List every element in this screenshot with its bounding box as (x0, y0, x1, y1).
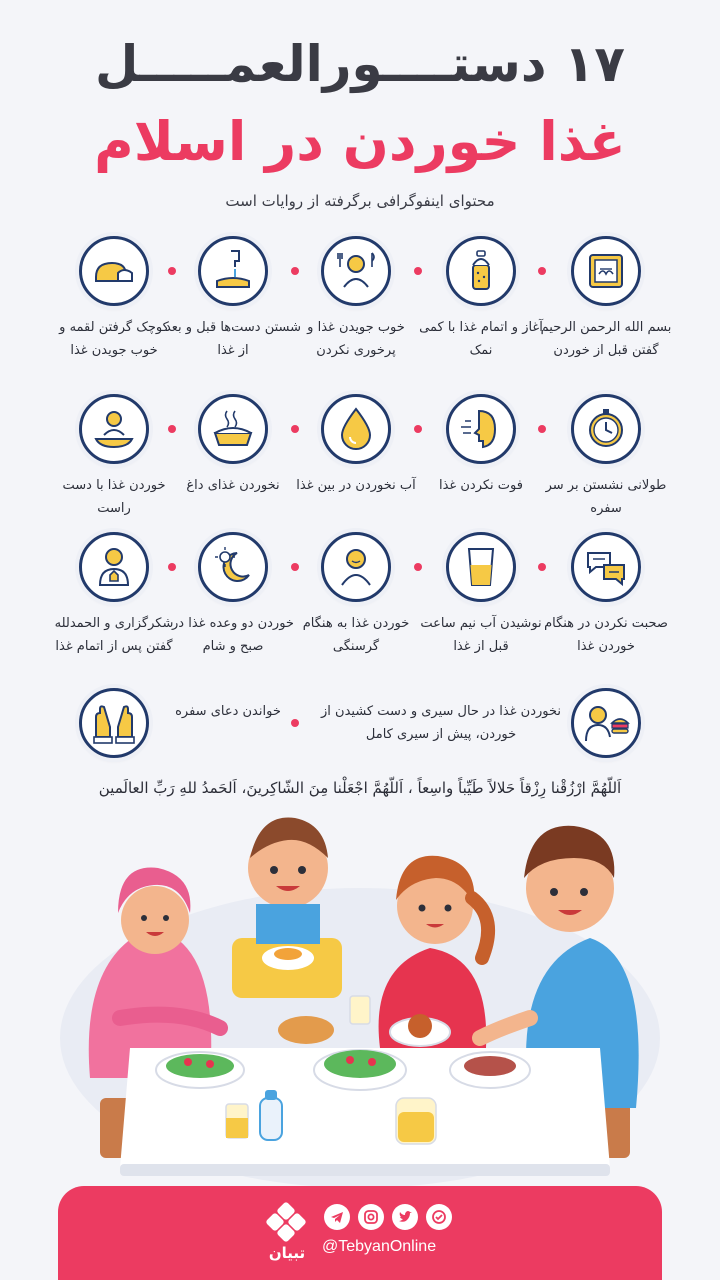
tebyan-logo-icon (264, 1200, 308, 1244)
rule-text: نخوردن غذای داغ (186, 478, 280, 493)
separator-dot (538, 563, 546, 571)
title-line-2: غذا خوردن در اسلام (94, 110, 626, 173)
rule-text: نوشیدن آب نیم ساعت قبل از غذا (420, 616, 542, 654)
salt-shaker-icon (446, 236, 516, 306)
hot-pie-icon (198, 394, 268, 464)
speech-bubbles-icon (571, 532, 641, 602)
rule-text: خوب جویدن غذا و پرخوری نکردن (307, 320, 405, 358)
brand-name: تبیان (268, 1244, 306, 1262)
water-glass-icon (446, 532, 516, 602)
clock-icon (571, 394, 641, 464)
social-handle[interactable]: @TebyanOnline (322, 1238, 437, 1255)
mother-figure (89, 868, 220, 1078)
blowing-face-icon (446, 394, 516, 464)
praying-hands-icon (79, 688, 149, 758)
separator-dot (414, 267, 422, 275)
rule-text: بسم الله الرحمن الرحیم گفتن قبل از خوردن (540, 320, 672, 358)
separator-dot (291, 425, 299, 433)
bread-bite-icon (79, 236, 149, 306)
telegram-icon[interactable] (324, 1204, 350, 1230)
bismillah-frame-icon (571, 236, 641, 306)
dua-text: اَللّهُمَّ ارْزُقْنا رِزْقاً حَلالاً طَیِّباً واسِعاً ، اَللّهُمَّ اجْعَلْنا مِنَ الشّاکِرینَ، اَلحَمدُ للهِ رَبِّ العالَمین (98, 779, 622, 797)
title-line-1: ۱۷ دستــــورالعمـــــل (95, 35, 625, 93)
rule-text: صحبت نکردن در هنگام خوردن غذا (544, 616, 668, 654)
twitter-icon[interactable] (392, 1204, 418, 1230)
rule-text: آغاز و اتمام غذا با کمی نمک (419, 320, 543, 358)
rule-text: خواندن دعای سفره (175, 704, 281, 719)
rule-text: شستن دست‌ها قبل و بعد از غذا (164, 320, 302, 358)
subtitle: محتوای اینفوگرافی برگرفته از روایات است (225, 192, 495, 210)
hand-washing-icon (198, 236, 268, 306)
full-person-burger-icon (571, 688, 641, 758)
rule-text: آب نخوردن در بین غذا (296, 478, 416, 493)
family-meal-illustration (60, 808, 660, 1198)
rule-text: کوچک گرفتن لقمه و خوب جویدن غذا (59, 320, 169, 358)
rule-text: خوردن غذا به هنگام گرسنگی (302, 616, 410, 654)
check-badge-icon[interactable] (426, 1204, 452, 1230)
rule-text: فوت نکردن غذا (439, 478, 523, 493)
water-drop-icon (321, 394, 391, 464)
separator-dot (291, 267, 299, 275)
separator-dot (414, 425, 422, 433)
separator-dot (291, 563, 299, 571)
separator-dot (538, 425, 546, 433)
separator-dot (168, 267, 176, 275)
rule-text: نخوردن غذا در حال سیری و دست کشیدن از خوردن، پیش از سیری کامل (321, 704, 561, 742)
separator-dot (414, 563, 422, 571)
sun-moon-icon (198, 532, 268, 602)
separator-dot (168, 563, 176, 571)
praying-person-icon (79, 532, 149, 602)
person-eating-icon (321, 236, 391, 306)
instagram-icon[interactable] (358, 1204, 384, 1230)
rule-text: شکرگزاری و الحمدلله گفتن پس از اتمام غذا (54, 616, 174, 654)
hungry-person-icon (321, 532, 391, 602)
rule-text: طولانی نشستن بر سر سفره (545, 478, 667, 516)
footer-bar (58, 1186, 662, 1280)
separator-dot (538, 267, 546, 275)
person-dish-icon (79, 394, 149, 464)
separator-dot (168, 425, 176, 433)
rule-text: خوردن دو وعده غذا در صبح و شام (172, 616, 294, 654)
separator-dot (291, 719, 299, 727)
rule-text: خوردن غذا با دست راست (62, 478, 166, 516)
